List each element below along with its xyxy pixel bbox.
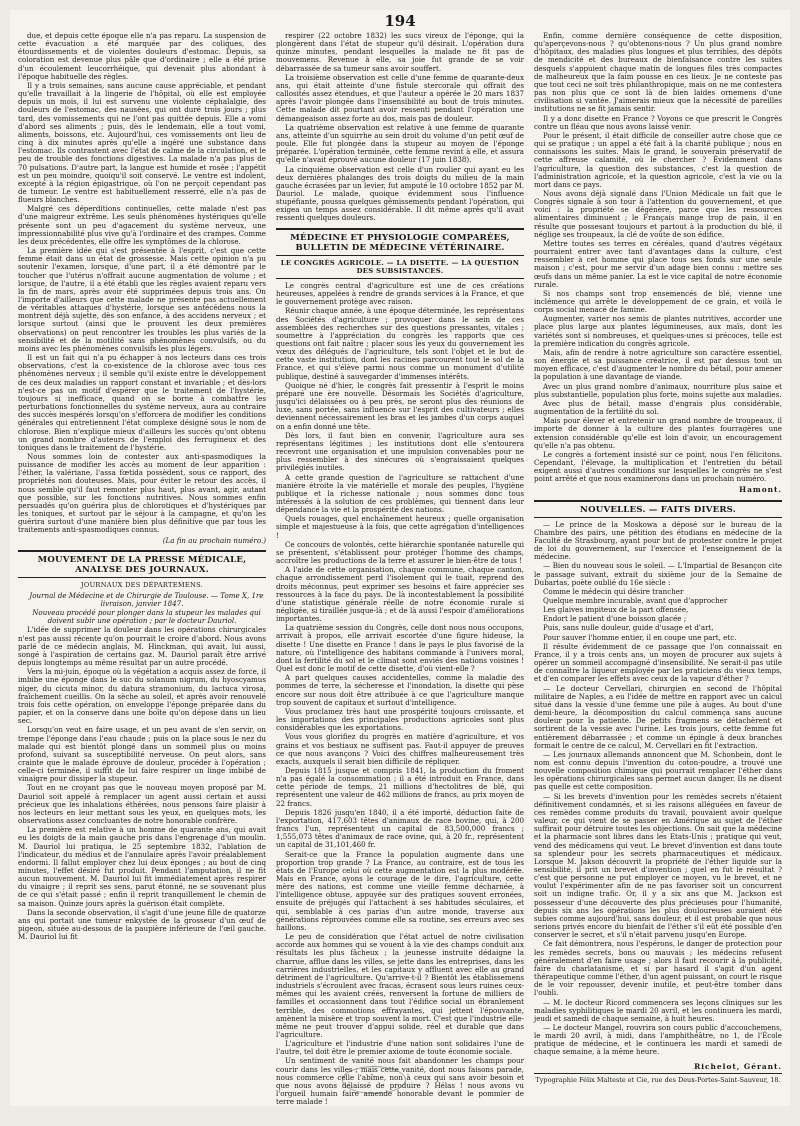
article-body-5 (534, 32, 782, 483)
paragraph: La première idée qui s'est présentée à l'esprit, c'est que cette femme était dans un état de grossesse. Mais cette opinion n'a pu soutenir l'examen, lorsque, d'une part, il a été démontré par le toucher que l'utérus n'offrait aucune augmentation de volume ; et lorsque, de l'autre, il a été établi que les règles avaient reparu vers la fin de mars, après avoir été supprimées depuis trois ans. On l'importe d'ailleurs que cette malade ne présente pas actuellement de véritables attaques d'hystérie, lorsque ses antécédens nous la montrent déjà sujette, dès son enfance, à des accidens nerveux ; et lorsque surtout (ainsi que le prouvent les deux premières observations) on peut rencontrer les troubles les plus variés de la sensibilité et de la motilité sans phénomènes convulsifs, ou du moins avec les phénomènes convulsifs les plus légers. (18, 246, 266, 353)
paragraph: Enfin, comme dernière conséquence de cette disposition, qu'aperçevons-nous ? qu'obtenons-nous ? Un plus grand nombre d'hôpitaux, des maladies plus longues et plus terribles, des dépôts de mendicité et des bureaux de bienfaisance contre les suites desquels s'appuient chaque matin de longues files très compactes de malheureux que la faim pousse en ces lieux. Je ne conteste pas que tout ceci ne soit très philanthropique, mais on ne me contestera pas non plus que ce sont là de bien laides ornemens d'une civilisation si vantée. J'aimerais mieux que la nécessité de pareilles institutions ne se fit jamais sentir. (534, 31, 782, 114)
paragraph: — Les journaux allemands annoncent que M. Schonbein, dont le nom est connu depuis l'invention du coton-poudre, a trouvé une nouvelle composition chimique qui pourrait remplacer l'éther dans les opérations chirurgicales sans permet aucun danger. Ils ne disent pas quelle est cette composition. (534, 749, 782, 792)
paragraph: Le congrès central d'agriculture est une de ces créations heureuses, appelées à rendre de grands services à la France, et que le gouvernement protège avec raison. (276, 280, 524, 307)
paragraph: L'agriculture et l'industrie d'une nation sont solidaires l'une de l'autre, tel doit être le premier axiome de toute économie sociale. (276, 1039, 524, 1057)
column-3 (534, 32, 782, 1092)
paragraph: Quelque membre incurable, avant que d'approcher (543, 596, 728, 605)
paragraph: — Si les brevets d'invention pour les remèdes secrets n'étaient définitivement condamnés, et si les raisons alléguées en faveur de ces remèdes comme produits du travail, pouvaient avoir quelque valeur, ce qui vient de se passer en Amérique au sujet de l'éther suffirait pour détruire toutes les objections. On sait que la médecine et la pharmacie sont libres dans les Etats-Unis ; pratique qui veut, vend des médicamens qui veut. Le brevet d'invention est dans toute sa splendeur pour les secrets pharmaceutiques et médicaux. Lorsque M. Jakson découvrit la propriété de l'éther liquide sur la sensibilité, il prit un brevet d'invention ; quel en fut le résultat ? c'est que personne ne put employer ce moyen, vu le brevet, et ne voulut l'expérimenter afin de ne pas favoriser soit un concurrent soit un indigne trafic. Or, il y a six ans que M. Jackson est possesseur d'une découverte des plus précieuses pour l'humanité, depuis six ans les opérations les plus douloureuses auraient été subies comme aujourd'hui, sans douleur, et il est probable que nous serions privés encore du bienfait de l'éther s'il eût été possible d'en conserver le secret, et s'il n'était parvenu jusqu'en Europe. (534, 791, 782, 940)
paragraph: Vous vous glorifiez du progrès en matière d'agriculture, et vos grains et vos bestiaux ne suffisent pas. Faut-il appuyer de preuves ce que nous avançons ? Voici des chiffres malheureusement très exacts, auxquels il serait bien difficile de répliquer. (276, 732, 524, 766)
paragraph: Il résulte évidemment de ce passage que l'on connaissait en France, il y a trois cents ans, un moyen de procurer aux sujets à opérer un sommeil accompagné d'insensibilité. Ne serait-il pas utile de connaître la liqueur employée par les praticiens du vieux temps, et d'en comparer les effets avec ceux de la vapeur d'éther ? (534, 641, 782, 684)
paragraph: Augmenter, varier nos semis de plantes nutritives, accorder une place plus large aux plantes légumineuses, aux maïs, dont les variétés sont si nombreuses, et quelques-unes si précoces, telle est la première indication du congrès agricole. (534, 314, 782, 348)
paragraph: A part quelques causes accidentelles, comme la maladie des pommes de terre, la sécheresse et l'inondation, la disette qui pèse encore sur nous doit être attribuée à ce que l'agriculture manque trop souvent de capitaux et surtout d'intelligence. (276, 673, 524, 707)
paragraph: Depuis 1815 jusque et compris 1841, la production du froment n'a pas égalé la consommation ; il a été introduit en France, dans cette période de temps, 21 millions d'hectolitres de blé, qui représentent une valeur de 462 millions de francs, au prix moyen de 22 francs. (276, 765, 524, 808)
section-title-press: MOUVEMENT DE LA PRESSE MÉDICALE, ANALYSE DES JOURNAUX. (18, 550, 266, 578)
paragraph: — Le docteur Mangel, rouvrira son cours public d'accouchemens, le mardi 20 avril, à midi, dans l'amphithéâtre, no 1, de l'École pratique de médecine, et le continuera les mardi et samedi de chaque semaine, à la même heure. (534, 1022, 782, 1057)
paragraph: Ce fait démontrera, nous l'espérons, le danger de protection pour les remèdes secrets, bons ou mauvais ; les médecins refusent généralement d'en faire usage ; alors il faut recourir à la publicité, faire du charlatanisme, et si par hasard il s'agit d'un agent thérapeutique comme l'éther, d'un agent puissant, on court le risque de le voir repousser, devenir inutile, et peut-être tomber dans l'oubli. (534, 939, 782, 998)
paragraph: L'idée de supprimer la douleur dans les opérations chirurgicales n'est pas aussi récente qu'on pourrait le croire d'abord. Nous avons parlé de ce médecin anglais, M. Hinckman, qui avait, lui aussi, songé à l'aspiration de certains gaz. M. Dauriol paraît être arrivé depuis longtemps au même résultat par un autre procédé. (18, 625, 266, 668)
paragraph: Quoique né d'hier, le congrès fait pressentir à l'esprit le moins préparé une ère nouvelle. Désormais les Sociétés d'agriculture, jusqu'ici délaissées ou à peu près, ne seront plus des réunions de luxe, sans portée, sans influence sur l'esprit des cultivateurs ; elles deviennent nécessairement les bras et les jambes d'un corps auquel on a enfin donné une tête. (276, 380, 524, 431)
article-body-4 (276, 282, 524, 1106)
paragraph: Serait-ce que la France la population augmente dans une proportion trop grande ? La France, au contraire, est de tous les états de l'Europe celui où cette augmentation est la plus modérée. Mais en France, ayons le courage de le dire, l'agriculture, cette mère des nations, est comme une vieille femme décharnée, à l'intelligence obtuse, appuyée sur des pratiques souvent erronées, ensuite de préjugés qui l'attachent à ses habitudes séculaires, et qui, semblable à ces parias d'un autre monde, traverse aux générations réprouvées comme elle sa routine, ses erreurs avec ses haillons. (276, 849, 524, 932)
column-1 (18, 32, 266, 1092)
paragraph: A cette grande question de l'agriculture se rattachent d'une manière étroite la vie matérielle et morale des peuples, l'hygiène publique et la richesse nationale ; nous sommes donc tous intéressés à la solution de ces problèmes, qui tiennent dans leur dépendance la vie et la prospérité des nations. (276, 472, 524, 515)
article-intro: Nouveau procédé pour plonger dans la stupeur les malades qui doivent subir une opération ; par le docteur Dauriol. (32, 608, 261, 626)
paragraph: Nous sommes loin de contester aux anti-spasmodiques la puissance de modifier les accès au moment de leur apparition : l'éther, la valériane, l'assa fœtida possèdent, sous ce rapport, des propriétés non douteuses. Mais, pour éviter le retour des accès, il nous semble qu'il faut remonter plus haut, plus avant, agir, autant que possible, sur les fonctions nutritives. Nous sommes enfin persuadés qu'on guérira plus de chlorotiques et d'hystériques par les toniques, et surtout par le séjour à la campagne, et qu'on les guérira surtout d'une manière bien plus définitive que par tous les traitements anti-spasmodiques connus. (18, 451, 266, 535)
author-signature: Hamont. (739, 485, 782, 495)
article-body-2 (18, 626, 266, 941)
paragraph: — Bien du nouveau sous le soleil. — L'Impartial de Besançon cite le passage suivant, extrait du sixième jour de la Semaine de Dubartas, poète oublié du 16e siècle : (534, 561, 782, 587)
paragraph: Réunir chaque année, à une époque déterminée, les représentans des Sociétés d'agriculture ; provoquer dans le sein de ces assemblées des recherches sur des questions pressantes, vitales ; soumettre à l'appréciation du congrès les rapports que ces questions ont fait naître ; placer sous les yeux du gouvernement les vœux des délégués de l'agriculture, tels sont l'objet et le but de cette vaste institution, dont les racines parcourent tout le sol de la France, et qui s'élève parmi nous comme un monument d'utilité publique, destiné à sauvegarder d'immenses intérêts. (276, 306, 524, 381)
paragraph: Il y a trois semaines, sans aucune cause appréciable, et pendant qu'elle travaillait à la lingerie de l'hôpital, où elle est employée depuis un mois, il lui est survenu une violente céphalalgie, des douleurs de l'estomac, des nausées, qui ont duré trois jours ; plus tard, des vomissements qui ne l'ont pas quittée depuis. Elle a vomi d'abord ses aliments ; puis, dès le lendemain, elle a tout vomi, aliments, boissons, etc. Aujourd'hui, ces vomissements ont lieu de cinq à dix minutes après qu'elle a ingéré une substance dans l'estomac. Ils contrastent avec l'état de calme de la circulation, et le peu de trouble des fonctions digestives. La malade n'a pas plus de 70 pulsations. D'autre part, la langue est humide et rosée ; l'appétit est un peu moindre, quoiqu'il soit conservé. Le ventre est indolent, excepté à la région épigastrique, où l'on ne perçoit cependant pas de tumeur. Le ventre est habituellement resserré, elle n'a pas de flueurs blanches. (18, 80, 266, 205)
paragraph: Tout en ne croyant pas que le nouveau moyen proposé par M. Dauriol soit appelé à remplacer un agent aussi certain et aussi précieux que les inhalations éthérées, nous pensons faire plaisir à nos lecteurs en leur mettant sous les yeux, en quelques mots, les observations assez concluantes de notre honorable confrère. (18, 783, 266, 826)
paragraph: respirer (22 octobre 1832) les sucs vireux de l'éponge, qui la plongèrent dans l'état de stupeur qu'il désirait. L'opération dura quinze minutes, pendant lesquelles la malade ne fit pas de mouvemens. Revenue à elle, sa joie fut grande de se voir débarrassée de sa tumeur sans avoir souffert. (276, 31, 524, 73)
paragraph: Vous proclamez très haut une prospérité toujours croissante, et les importations des principales productions agricoles sont plus considérables que les exportations. (276, 706, 524, 733)
article-body-3 (276, 32, 524, 223)
paragraph: — M. le docteur Ricord commencera ses leçons cliniques sur les maladies syphilitiques le mardi 20 avril, et les continuera les mardi, jeudi et samedi de chaque semaine, à huit heures. (534, 997, 782, 1023)
continuation-note: (La fin au prochain numéro.) (162, 535, 266, 545)
paragraph: Vers la mi-juin, époque où la végétation a acquis assez de force, il imbibe une éponge dans le suc du solanum nigrum, du hyoscyamus niger, du cicuta minor, du datura stramonium, du lactuca virosa, fraîchement cueillis. On la sèche au soleil, et après avoir renouvelé trois fois cette opération, on enveloppe l'éponge préparée dans du papier, et on la conserve dans une boîte qu'on dépose dans un lieu sec. (18, 667, 266, 726)
library-stamp (342, 1066, 406, 1094)
paragraph: — Le prince de la Moskowa a déposé sur le bureau de la Chambre des pairs, une pétition des étudians en médecine de la Faculté de Strasbourg, ayant pour but de protester contre le projet de loi du gouvernement, sur l'exercice et l'enseignement de la médecine. (534, 519, 782, 562)
paragraph: Avec un plus grand nombre d'animaux, nourriture plus saine et plus substantielle, population plus forte, moins sujette aux maladies. (534, 381, 782, 399)
paragraph: Avec plus de bétail, masse d'engrais plus considérable, augmentation de la fertilité du sol. (534, 398, 782, 417)
manager-signature: Richelot, Gérant. (694, 1061, 782, 1071)
article-body-1 (18, 32, 266, 535)
columns (18, 31, 782, 1107)
paragraph: Mais pour élever et entretenir un grand nombre de troupeaux, il importe de donner à la culture des plantes fourragères une extension considérable qu'elle est loin d'avoir, un encouragement qu'elle n'a pas obtenu. (534, 416, 782, 450)
paragraph: Endort le patient d'une boisson glacée ; (543, 614, 687, 624)
subsection-title-journals: JOURNAUX DES DÉPARTEMENS. (80, 580, 204, 589)
page-number: 194 (384, 12, 416, 30)
paragraph: La quatrième observation est relative à une femme de quarante ans, atteinte d'un squirrhe au sein droit du volume d'un petit œuf de poule. Elle fut plongée dans la stupeur au moyen de l'éponge préparée. L'opération terminée, cette femme revint à elle, et assura qu'elle n'avait éprouvé aucune douleur (17 juin 1838). (276, 122, 524, 165)
paragraph: La cinquième observation est celle d'un roulier qui ayant eu les deux dernières phalanges des trois doigts du milieu de la main gauche écrasées par un levier, fut amputé le 10 octobre 1852 par M. Dauriol. Le malade, quoique évidemment sous l'influence stupéfiante, poussa quelques gémissements pendant l'opération, qui exigea un temps assez considérable. Il dit même après qu'il avait ressenti quelques douleurs. (276, 164, 524, 223)
paragraph: Comme le médecin qui désire trancher (543, 586, 684, 596)
paragraph: Dès lors, il faut bien en convenir, l'agriculture aura ses représentans légitimes ; les institutions dont elle s'entourera recevront une organisation et une impulsion convenables pour ne plus ressembler à des sinécures où s'engraissaient quelques privilégiés inutiles. (276, 430, 524, 473)
paragraph: Nous avons déjà signalé dans l'Union Médicale un fait que le Congrès signale à son tour à l'attention du gouvernement, et que voici : la propriété se dégénère, parce que les ressources alimentaires diminuent ; le Français mange trop de pain, il en résulte que possesant toujours et partout à la production du blé, il néglige ses troupeaux, la clé de voûte de son édifice. (534, 188, 782, 239)
paragraph: Un sentiment de vanité nous fait abandonner les champs pour courir dans les villes ; mais cette vanité, dont nous faisons parade, nous commerce celle l'abîme, non à ceux qui sans avoir besoin et que nous avons délaissé de produire ? Hélas ! nous avons vu l'orgueil humain faire amende honorable devant le pommier de terre malade ! (276, 1056, 524, 1107)
paragraph: Ce concours de volontés, cette hiérarchie spontanée naturelle qui se présentent, s'établissent pour protéger l'homme des champs, accroître les productions de la terre et assurer le bien-être de tous ! (276, 539, 524, 566)
paragraph: Depuis 1826 jusqu'en 1840, il a été importé, déduction faite de l'exportation, 417,603 têtes d'animaux de race bovine, qui, à 200 francs l'un, représentent un capital de 83,500,000 francs ; 1,555,073 têtes d'animaux de race ovine, qui, à 20 fr., représentent un capital de 31,101,460 fr. (276, 807, 524, 850)
paragraph: La quatrième session du Congrès, celle dont nous nous occupons, arrivait à propos, elle arrivait escortée d'une figure hideuse, la disette ! Une disette en France ! dans le pays le plus favorisé de la nature, où l'intelligence des habitans commande à l'univers moral, dont la fertilité du sol et le climat sont enviés des nations voisines ! Quel est donc le motif de cette disette, d'où vient-elle ? (276, 623, 524, 674)
paragraph: Le congrès a fortement insisté sur ce point, nous l'en félicitons. Cependant, l'élevage, la multiplication et l'entretien du bétail exigent aussi d'autres conditions sur lesquelles le congrès ne s'est point arrêté et que nous examinerons dans un prochain numéro. (534, 449, 782, 484)
paragraph: La troisième observation est celle d'une femme de quarante-deux ans, qui était atteinte d'une fistule stercorale qui offrait des callosités assez étendues, et que l'auteur a opérée le 20 mars 1837 après l'avoir plongée dans l'insensibilité au bout de trois minutes. Cette malade dit pourtant avoir ressenti pendant l'opération une démangeaison assez forte au dos, mais pas de douleur. (276, 72, 524, 123)
paragraph: Il y a donc disette en France ? Voyons ce que prescrit le Congrès contre un fléau que nous avons laissé venir. (534, 113, 782, 131)
paragraph: Mais, afin de rendre à notre agriculture son caractère essentiel, son énergie et sa puissance créatrice, il est par dessus tout un moyen efficace, c'est d'augmenter le nombre du bétail, pour amener la population à une davantage de viande. (534, 347, 782, 382)
paragraph: La première est relative à un homme de quarante ans, qui avait eu les doigts de la main gauche pris dans l'engrenage d'un moulin. M. Dauriol lui pratiqua, le 25 septembre 1832, l'ablation de l'indicateur, du médius et de l'annulaire après l'avoir préalablement endormi. Il fallut employer chez lui deux éponges ; au bout de cinq minutes, l'effet désiré fut produit. Pendant l'amputation, il ne fit aucun mouvement. M. Dauriol lui fit immédiatement après respirer du vinaigre ; il reprit ses sens, parut étonné, ne se souvenant plus de ce qui s'était passé ; enfin il reprit tranquillement le chemin de sa maison. Quinze jours après la guérison était complète. (18, 825, 266, 908)
paragraph: Mettre toutes ses terres en céréales, quand d'autres végétaux pourraient entrer avec tant d'avantages dans la culture, c'est ressembler à cet homme qui place tous ses fonds sur une seule maison ; c'est, pour me servir d'un adage bien connu : mettre ses œufs dans un même panier. La est le vice capital de notre économie rurale. (534, 238, 782, 289)
news-items (534, 521, 782, 1057)
paragraph: Lorsqu'on veut en faire usage, et un peu avant de s'en servir, on trempe l'éponge dans l'eau chaude ; puis on la place sous le nez du malade qui est bientôt plongé dans un sommeil plus ou moins profond, suivant sa susceptibilité nerveuse. On peut alors, sans crainte que le malade éprouve de douleur, procéder à l'opération ; celle-ci terminée, il suffit de lui faire respirer un linge imbibé de vinaigre pour dissiper la stupeur. (18, 725, 266, 784)
journal-reference: Journal de Médecine et de Chirurgie de Toulouse. — Tome X, 1re livraison, janvier 1847. (29, 590, 264, 608)
paragraph: Quels rouages, quel enchaînement heureux ; quelle organisation simple et majestueuse à la fois, que cette agrégation d'intelligences ! (276, 514, 524, 540)
paragraph: Les glaives impiteux de la part offensée, (543, 605, 689, 615)
divider (276, 278, 524, 279)
paragraph: Pour le présent, il était difficile de conseiller autre chose que ce qui se pratique ; un appel a été fait à la charité publique ; nous en connaissons les suites. Mais le grand, le souverain préservatif de cette affreuse calamité, où le chercher ? Évidemment dans l'agriculture, la question des substances, c'est la question de l'administration agricole, et la question agricole, c'est la vie ou la mort dans ce pays. (534, 130, 782, 189)
paragraph: — Le docteur Cervellari, chirurgien en second de l'hôpital militaire de Naples, a eu l'idée de mettre en rapport avec un calcul situé dans la vessie d'une femme une pile à auges. Au bout d'une demi-heure, la décomposition du calcul commença sans aucune douleur pour la patiente. De petits fragmens se détachèrent et sortirent de la vessie avec l'urine. Les trois jours, cette femme fut entièrement débarrassée ; et comme un épingle à deux branches formait le centre de ce calcul, M. Cervellari en fit l'extraction. (534, 683, 782, 750)
section-title-veterinary: MÉDECINE ET PHYSIOLOGIE COMPARÉES, BULLETIN DE MÉDECINE VÉTÉRINAIRE. (276, 228, 524, 256)
column-2 (276, 31, 524, 1107)
newspaper-page (10, 10, 790, 1106)
paragraph: Puis, sans nulle douleur, guide d'usage et d'art, (543, 623, 714, 633)
paragraph: Il est un fait qui n'a pu échapper à nos lecteurs dans ces trois observations, c'est la co-existence de la chlorose avec tous ces phénomènes nerveux ; il semble qu'il existe entre le développement de ces deux maladies un rapport constant et invariable ; et dès-lors n'est-ce pas un motif d'espérer que le traitement de l'hystérie, toujours si inefficace, quand on se borne à combattre les perturbations fonctionnelles du système nerveux, aura au contraire des succès inespérés lorsqu'on s'efforcera de modifier les conditions générales qui entretiennent l'état complexe désigné sous le nom de chlorose. Bien n'explique mieux d'ailleurs les succès qu'ont obtenu un grand nombre d'auteurs de l'emploi des ferrugineux et des toniques dans le traitement de l'hystérie. (18, 353, 266, 452)
paragraph: Dans la seconde observation, il s'agit d'une jeune fille de quatorze ans qui portait une tumeur enkystée de la grosseur d'un œuf de pigeon, située au-dessous de la paupière inférieure de l'œil gauche. M. Dauriol lui fit (18, 907, 266, 942)
paragraph: A l'aide de cette organisation, chaque commune, chaque canton, chaque arrondissement perd l'isolement qui le tuait, reprend des droits méconnus, peut exprimer ses besoins et faire apprécier ses ressources à la face du pays. De là incontestablement la possibilité d'une statistique générale réelle de notre économie rurale si négligée, si tiraillée jusque-là ; et de là aussi l'espoir d'améliorations importantes. (276, 565, 524, 624)
paragraph: Si nos champs sont trop ensemencés de blé, vienne une inclémence qui arrête le développement de ce grain, et voilà le corps social menacé de famine. (534, 288, 782, 315)
paragraph: Malgré ces déperditions continuelles, cette malade n'est pas d'une maigreur extrême. Les seuls phénomènes hystériques qu'elle présente sont un peu d'agacement du système nerveux, une impressionnabilité plus vive qu'à l'ordinaire et des crampes. Comme les deux précédentes, elle offre les symptômes de la chlorose. (18, 204, 266, 246)
subsection-title-congress: LE CONGRÈS AGRICOLE. — LA DISETTE. — LA QUESTION DES SUBSISTANCES. (280, 258, 520, 275)
paragraph: Pour sauver l'homme entier, il en coupe une part, etc. (543, 632, 737, 642)
paragraph: Le peu de considération que l'état actuel de notre civilisation accorde aux hommes qui se vouent à la vie des champs conduit aux résultats les plus fâcheux ; la jeunesse instruite dédaigne la charrue, afflue dans les villes, se jette dans les entreprises, dans les carrières industrielles, et les capitaux y affluent avec elle au grand détriment de l'agriculture. Qu'arrive-t-il ? Bientôt les établissemens industriels s'écroulent avec fracas, écrasent sous leurs ruines ceux-mêmes qui les avaient créés, renversent la fortune de milliers de familles et occasionnent dans tout l'édifice social un ébranlement terrible, des commotions effrayantes, qui jettent l'épouvante, amènent la misère et trop souvent la mort. C'est que l'industrie elle-même ne peut trouver d'appui solide, réel et durable que dans l'agriculture. (276, 932, 524, 1039)
section-title-news: NOUVELLES. — FAITS DIVERS. (534, 500, 782, 518)
printer-line: Typographie Félix Malteste et Cie, rue des Deux-Portes-Saint-Sauveur, 18. (534, 1073, 782, 1084)
paragraph: due, et depuis cette époque elle n'a pas reparu. La suspension de cette évacuation a été marquée par des coliques, des étourdissements et de violentes douleurs d'estomac. Depuis, sa coloration est devenue plus pâle que d'ordinaire ; elle a été prise d'un écoulement leucorrhéique, qui devenait plus abondant à l'époque habituelle des règles. (18, 31, 266, 81)
